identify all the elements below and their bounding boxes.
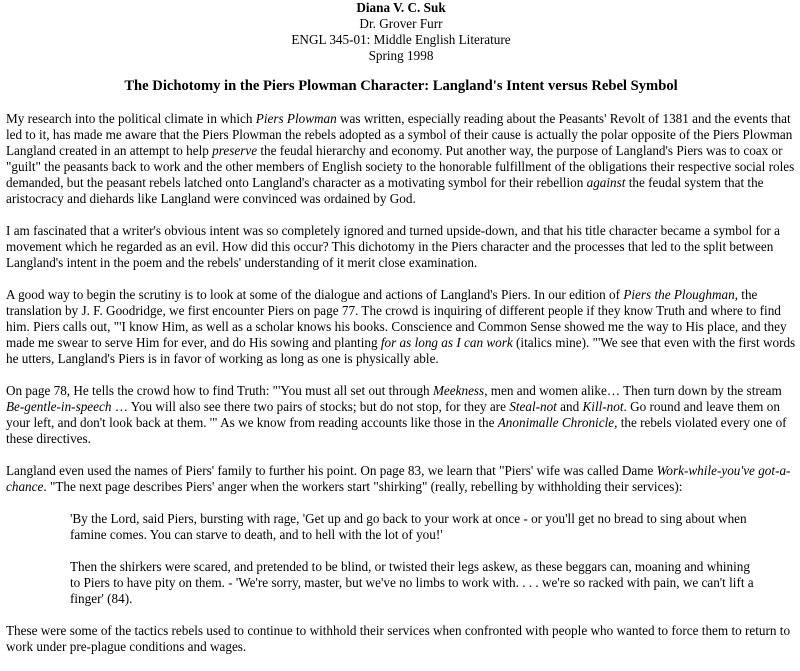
italic-be-gentle-in-speech: Be-gentle-in-speech — [6, 399, 112, 414]
text-span: My research into the political climate in which — [6, 111, 256, 126]
paper-title: The Dichotomy in the Piers Plowman Character: Langland's Intent versus Rebel Symbol — [124, 78, 678, 94]
block-quote — [6, 511, 796, 607]
italic-against: against — [586, 175, 626, 190]
text-span: and — [556, 399, 583, 414]
paragraph-3 — [6, 287, 796, 367]
document-page — [6, 0, 796, 671]
text-span: . "The next page describes Piers' anger when the workers start "shirking" (really, rebelling by withholding their services): — [43, 479, 683, 494]
text-span: A good way to begin the scrutiny is to look at some of the dialogue and actions of Langland's Piers. In our edition of — [6, 287, 624, 302]
paragraph-6: These were some of the tactics rebels used to continue to withhold their services when confronted with people who wanted to force them to return to work under pre-plague conditions and wages. — [6, 623, 791, 654]
italic-quote: for as long as I can work — [380, 335, 513, 350]
author-name: Diana V. C. Suk — [356, 0, 446, 15]
term: Spring 1998 — [368, 48, 434, 63]
text-span: was written, especially reading about the Peasants' Revolt of 1381 and the events that led to it, has made me aware that the Piers Plowman the rebels adopted as a symbol of their cause is actually the polar opposite of the Piers Plowman Langland created in an attempt to help — [6, 111, 793, 158]
italic-kill-not: Kill-not — [582, 399, 624, 414]
italic-title-piers-the-ploughman: Piers the Ploughman — [623, 287, 735, 302]
quote-paragraph-2: Then the shirkers were scared, and pretended to be blind, or twisted their legs askew, as these beggars can, moaning and whining to Piers to have pity on them. - 'We're sorry, master, but we've no limbs to work with. . . . we're so racked with pain, we can't lift a finger' (84). — [70, 559, 754, 606]
quote-paragraph-1: 'By the Lord, said Piers, bursting with rage, 'Get up and go back to your work at once - or you'll get no bread to sing about when famine comes. You can starve to death, and to hell with the lot of you!' — [70, 511, 747, 542]
italic-meekness: Meekness — [432, 383, 485, 398]
text-span: , the rebels violated every one of these directives. — [6, 415, 787, 446]
paragraph-2: I am fascinated that a writer's obvious intent was so completely ignored and turned upside-down, and that his title character became a symbol for a movement which he regarded as an evil. How did this occur? This dichotomy in the Piers character and the processes that led to the split between Langland's intent in the poem and the rebels' understanding of it merit close examination. — [6, 223, 780, 270]
text-span: , the translation by J. F. Goodridge, we first encounter Piers on page 77. The crowd is inquiring of different people if they know Truth and where to find him. Piers calls out, "'I know Him, as well as a scholar knows his books. Conscience and Common Sense showed me the way to His place, and they made me swear to serve Him for ever, and do His sowing and planting — [6, 287, 787, 350]
text-span: the feudal hierarchy and economy. Put another way, the purpose of Langland's Piers was to coax or "guilt" the peasants back to work and the other members of English society to the honorable fulfillment of the obligations their respective social roles demanded, but the peasant rebels latched onto Langland's character as a motivating symbol for their rebellion — [6, 143, 795, 190]
text-span: . Go round and leave them on your left, and don't look back at them. '" As we know from reading accounts like those in the — [6, 399, 780, 430]
course-name: ENGL 345-01: Middle English Literature — [291, 32, 511, 47]
paragraph-5 — [6, 463, 796, 495]
paragraph-4 — [6, 383, 796, 447]
text-span: the feudal system that the aristocracy and diehards like Langland were convinced was ordained by God. — [6, 175, 764, 206]
italic-work-while-youve-got-a-chance: Work-while-you've got-a-chance — [6, 463, 791, 494]
italic-title-piers-plowman: Piers Plowman — [255, 111, 337, 126]
paper-header — [6, 0, 796, 64]
italic-anonimalle-chronicle: Anonimalle Chronicle — [497, 415, 615, 430]
italic-preserve: preserve — [212, 143, 258, 158]
italic-steal-not: Steal-not — [509, 399, 557, 414]
text-span: … You will also see there two pairs of stocks; but do not stop, for they are — [111, 399, 510, 414]
text-span: (italics mine). "'We see that even with the first words he utters, Langland's Piers is in favor of working as long as one is physically able. — [6, 335, 796, 366]
paragraph-1 — [6, 111, 796, 207]
instructor-name: Dr. Grover Furr — [359, 16, 443, 31]
text-span: , men and women alike… Then turn down by the stream — [484, 383, 782, 398]
text-span: On page 78, He tells the crowd how to find Truth: "'You must all set out through — [6, 383, 433, 398]
text-span: Langland even used the names of Piers' family to further his point. On page 83, we learn that "Piers' wife was called Dame — [6, 463, 657, 478]
